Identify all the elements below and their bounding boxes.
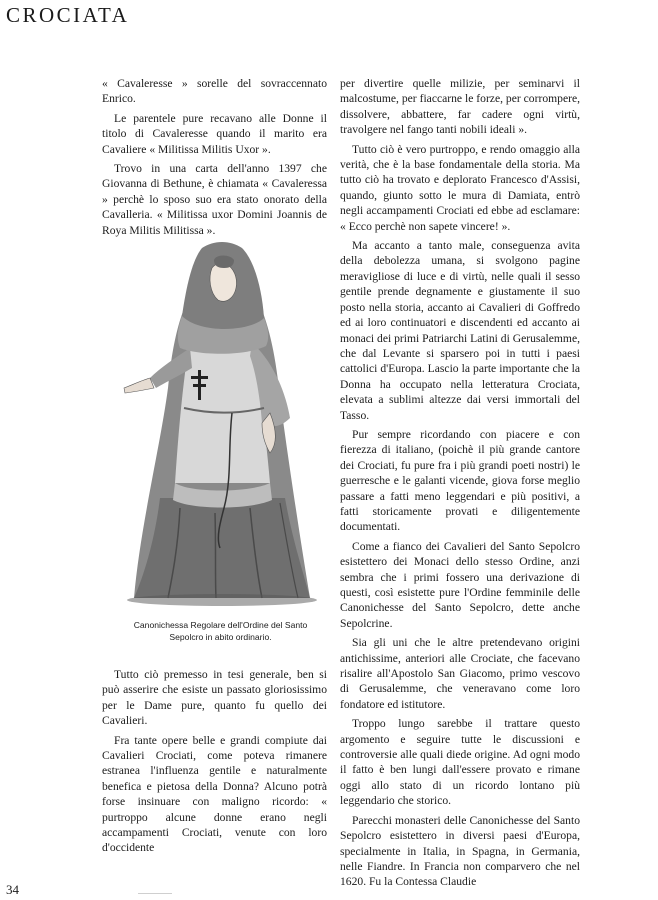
page-number: 34 [6, 882, 19, 897]
paragraph: Tutto ciò è vero purtroppo, e rendo omaggio alla verità, che è la base fondamentale della storia. Ma tutto ciò ha trovato e deplorato Francesco d'Assisi, quando, giunto sotto le mura di Damiata, entrò negli accampamenti Crociati ed ebbe ad esclamare: « Ecco perchè non sapete vincere! ». [340, 142, 580, 233]
paragraph: Pur sempre ricordando con piacere e con fierezza di italiano, (poichè il più grande cantore dei Crociati, fu pure fra i più grandi poeti nostri) le guerresche e le galanti vicende, giova forse meglio passare a fatti meno leggendari e più positivi, a fatti storicamente provati e diligentemente documentati. [340, 427, 580, 534]
paragraph: « Cavaleresse » sorelle del sovraccennato Enrico. [102, 77, 327, 106]
paragraph: per divertire quelle milizie, per seminarvi il malcostume, per fiaccarne le forze, per corrompere, dissolvere, abbattere, far cadere ogni virtù, travolgere nel fango tanti nobili ideali ». [340, 77, 580, 137]
left-column-top [102, 76, 327, 238]
paragraph: Parecchi monasteri delle Canonichesse del Santo Sepolcro esistettero in diversi paesi d'Europa, specialmente in Italia, in Spagna, in Germania, nelle Fiandre. In Francia non comparvero che nel 1620. Fu la Contessa Claudie [340, 813, 580, 889]
paragraph: Come a fianco dei Cavalieri del Santo Sepolcro esistettero dei Monaci dello stesso Ordine, anzi sembra che i primi fossero una derivazione di questi, così esistette pure l'Ordine femminile delle Canonichesse del Santo Sepolcro, dette anche Sepolcrine. [340, 539, 580, 630]
right-column [340, 76, 580, 890]
paragraph: Sia gli uni che le altre pretendevano origini antichissime, anteriori alle Crociate, che facevano risalire all'Apostolo San Giacomo, primo vescovo di Gerusalemme, che veneravano come loro fondatore ed istitutore. [340, 636, 580, 711]
paragraph: Ma accanto a tanto male, conseguenza avita della debolezza umana, si svolgono pagine meravigliose di luce e di virtù, nelle quali il sesso gentile prende degnamente e giustamente il suo posto nella storia, accanto ai Cavalieri di Goffredo ed ai loro continuatori e discendenti ed accanto ai monaci dei primi Patriarchi Latini di Gerusalemme, che dal Levante si sparsero poi in tutti i paesi cattolici d'Europa. Lascio la parte importante che la Donna ha occupato nella letteratura Crociata, elevata a sublimi altezze dai versi immortali del Tasso. [340, 239, 580, 422]
left-column-bottom [102, 667, 327, 856]
paragraph: Le parentele pure recavano alle Donne il titolo di Cavaleresse quando il marito era Cavaliere « Militissa Militis Uxor ». [102, 111, 327, 156]
paragraph: Troppo lungo sarebbe il trattare questo argomento e seguire tutte le discussioni e controversie alle quali diede origine. Ad ogni modo il fatto è ben lungi dall'essere provato e rimane oggi allo stato di un ricordo lontano più leggendario che storico. [340, 717, 580, 808]
running-title: CROCIATA [6, 3, 130, 27]
figure-caption: Canonichessa Regolare dell'Ordine del Santo Sepolcro in abito ordinario. [133, 620, 308, 642]
footer-rule [138, 893, 172, 894]
paragraph: Tutto ciò premesso in tesi generale, ben si può asserire che esiste un passato gloriosissimo per le Dame pure, quanto fu quello dei Cavalieri. [102, 668, 327, 728]
nun-illustration [120, 238, 325, 610]
paragraph: Trovo in una carta dell'anno 1397 che Giovanna di Bethune, è chiamata « Cavaleressa » perchè lo sposo suo era stato onorato della Cavalleria. « Militissa uxor Domini Joannis de Roya Militis Militissa ». [102, 162, 327, 237]
paragraph: Fra tante opere belle e grandi compiute dai Cavalieri Crociati, come poteva rimanere estranea l'influenza gentile e naturalmente benefica e pietosa della Donna? Alcuno potrà forse insinuare con maligno ricordo: « purtroppo alcune donne erano negli accampamenti Crociati, venute con loro d'occidente [102, 733, 327, 855]
